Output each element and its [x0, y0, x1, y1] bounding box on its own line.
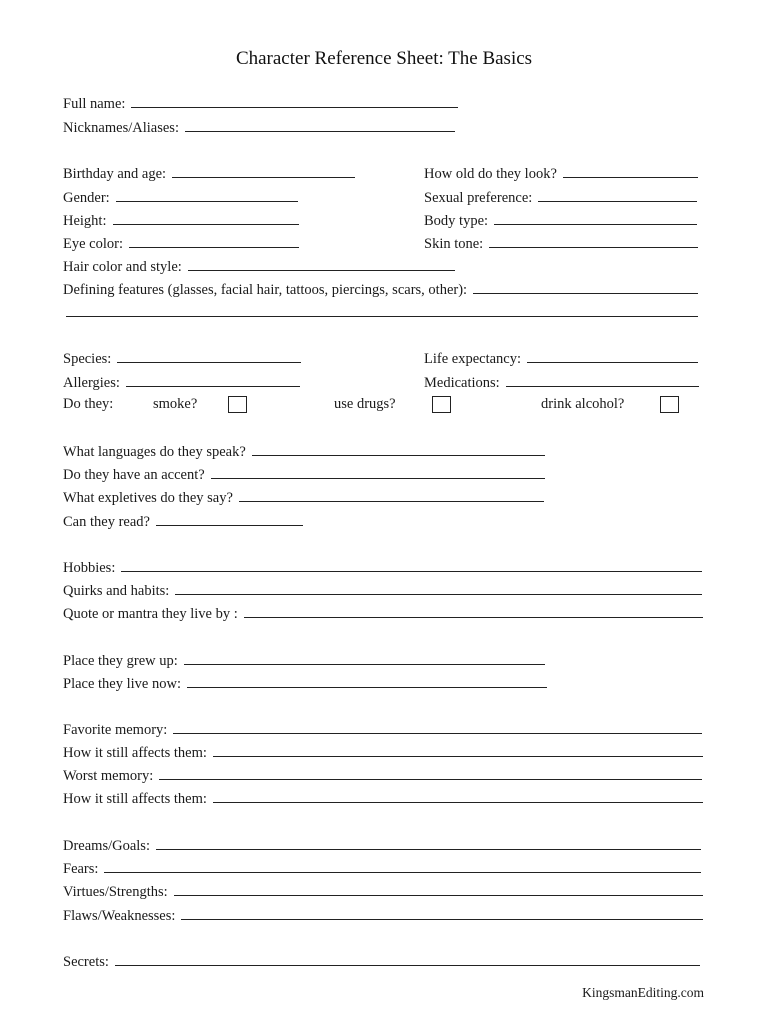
- expletives-label: What expletives do they say?: [63, 490, 233, 506]
- body-type-field[interactable]: [424, 207, 697, 229]
- read-field[interactable]: [63, 508, 303, 530]
- quirks-line[interactable]: [175, 594, 702, 595]
- secrets-line[interactable]: [115, 965, 700, 966]
- full-name-label: Full name:: [63, 96, 126, 112]
- species-line[interactable]: [117, 362, 301, 363]
- birthday-label: Birthday and age:: [63, 166, 167, 182]
- read-label: Can they read?: [63, 514, 150, 530]
- expletives-line[interactable]: [239, 501, 544, 502]
- species-label: Species:: [63, 351, 112, 367]
- hair-field[interactable]: [63, 253, 455, 275]
- birthday-field[interactable]: [63, 160, 355, 182]
- flaws-label: Flaws/Weaknesses:: [63, 908, 176, 924]
- sexual-pref-line[interactable]: [538, 201, 697, 202]
- favorite-memory-line[interactable]: [173, 733, 702, 734]
- secrets-field[interactable]: [63, 948, 700, 970]
- virtues-field[interactable]: [63, 878, 703, 900]
- smoke-checkbox[interactable]: [228, 396, 247, 413]
- favorite-memory-field[interactable]: [63, 716, 702, 738]
- body-type-line[interactable]: [494, 224, 697, 225]
- hair-label: Hair color and style:: [63, 259, 182, 275]
- species-field[interactable]: [63, 345, 301, 367]
- fears-field[interactable]: [63, 855, 701, 877]
- gender-line[interactable]: [116, 201, 298, 202]
- read-line[interactable]: [156, 525, 303, 526]
- quirks-label: Quirks and habits:: [63, 583, 170, 599]
- sexual-pref-field[interactable]: [424, 184, 697, 206]
- favorite-affects-label: How it still affects them:: [63, 745, 207, 761]
- accent-field[interactable]: [63, 461, 545, 483]
- eye-color-field[interactable]: [63, 230, 299, 252]
- defining-features-line[interactable]: [473, 293, 698, 294]
- quote-line[interactable]: [244, 617, 703, 618]
- grew-up-label: Place they grew up:: [63, 653, 178, 669]
- full-name-field[interactable]: [63, 90, 458, 112]
- fears-line[interactable]: [104, 872, 701, 873]
- skin-tone-line[interactable]: [489, 247, 698, 248]
- alcohol-label: drink alcohol?: [541, 396, 625, 412]
- accent-line[interactable]: [211, 478, 545, 479]
- look-age-line[interactable]: [563, 177, 698, 178]
- allergies-line[interactable]: [126, 386, 300, 387]
- languages-line[interactable]: [252, 455, 545, 456]
- nicknames-label: Nicknames/Aliases:: [63, 120, 179, 136]
- defining-features-extra-line[interactable]: [66, 316, 698, 317]
- height-line[interactable]: [113, 224, 300, 225]
- live-now-field[interactable]: [63, 670, 547, 692]
- nicknames-line[interactable]: [185, 131, 455, 132]
- smoke-label: smoke?: [153, 396, 198, 412]
- worst-memory-label: Worst memory:: [63, 768, 154, 784]
- languages-field[interactable]: [63, 438, 545, 460]
- dreams-field[interactable]: [63, 832, 701, 854]
- favorite-affects-line[interactable]: [213, 756, 703, 757]
- grew-up-line[interactable]: [184, 664, 545, 665]
- life-expectancy-field[interactable]: [424, 345, 698, 367]
- life-expectancy-label: Life expectancy:: [424, 351, 522, 367]
- body-type-label: Body type:: [424, 213, 489, 229]
- worst-memory-field[interactable]: [63, 762, 702, 784]
- flaws-field[interactable]: [63, 902, 703, 924]
- drugs-label: use drugs?: [334, 396, 396, 412]
- flaws-line[interactable]: [181, 919, 703, 920]
- quote-label: Quote or mantra they live by :: [63, 606, 238, 622]
- full-name-line[interactable]: [131, 107, 458, 108]
- live-now-line[interactable]: [187, 687, 547, 688]
- favorite-memory-label: Favorite memory:: [63, 722, 168, 738]
- birthday-line[interactable]: [172, 177, 355, 178]
- accent-label: Do they have an accent?: [63, 467, 205, 483]
- hobbies-line[interactable]: [121, 571, 702, 572]
- allergies-field[interactable]: [63, 369, 300, 391]
- worst-affects-line[interactable]: [213, 802, 703, 803]
- eye-color-line[interactable]: [129, 247, 299, 248]
- footer-website: KingsmanEditing.com: [582, 985, 704, 1000]
- quirks-field[interactable]: [63, 577, 702, 599]
- medications-label: Medications:: [424, 375, 500, 391]
- height-field[interactable]: [63, 207, 299, 229]
- worst-affects-field[interactable]: [63, 785, 703, 807]
- grew-up-field[interactable]: [63, 647, 545, 669]
- hobbies-field[interactable]: [63, 554, 702, 576]
- worst-affects-label: How it still affects them:: [63, 791, 207, 807]
- skin-tone-label: Skin tone:: [424, 236, 484, 252]
- hobbies-label: Hobbies:: [63, 560, 116, 576]
- allergies-label: Allergies:: [63, 375, 120, 391]
- dreams-line[interactable]: [156, 849, 701, 850]
- quote-field[interactable]: [63, 600, 703, 622]
- live-now-label: Place they live now:: [63, 676, 181, 692]
- dreams-label: Dreams/Goals:: [63, 838, 150, 854]
- hair-line[interactable]: [188, 270, 455, 271]
- skin-tone-field[interactable]: [424, 230, 698, 252]
- habits-prompt: Do they:: [63, 396, 114, 412]
- eye-color-label: Eye color:: [63, 236, 123, 252]
- height-label: Height:: [63, 213, 107, 229]
- virtues-label: Virtues/Strengths:: [63, 884, 168, 900]
- page-title: Character Reference Sheet: The Basics: [235, 48, 533, 69]
- life-expectancy-line[interactable]: [527, 362, 698, 363]
- medications-line[interactable]: [506, 386, 699, 387]
- defining-features-field[interactable]: [63, 276, 698, 298]
- nicknames-field[interactable]: [63, 114, 455, 136]
- gender-label: Gender:: [63, 190, 110, 206]
- medications-field[interactable]: [424, 369, 699, 391]
- defining-features-label: Defining features (glasses, facial hair, tattoos, piercings, scars, other):: [63, 282, 468, 298]
- languages-label: What languages do they speak?: [63, 444, 246, 460]
- expletives-field[interactable]: [63, 484, 544, 506]
- look-age-field[interactable]: [424, 160, 698, 182]
- favorite-affects-field[interactable]: [63, 739, 703, 761]
- look-age-label: How old do they look?: [424, 166, 557, 182]
- fears-label: Fears:: [63, 861, 99, 877]
- gender-field[interactable]: [63, 184, 298, 206]
- alcohol-checkbox[interactable]: [660, 396, 679, 413]
- virtues-line[interactable]: [174, 895, 703, 896]
- worst-memory-line[interactable]: [159, 779, 702, 780]
- drugs-checkbox[interactable]: [432, 396, 451, 413]
- sexual-pref-label: Sexual preference:: [424, 190, 533, 206]
- secrets-label: Secrets:: [63, 954, 109, 970]
